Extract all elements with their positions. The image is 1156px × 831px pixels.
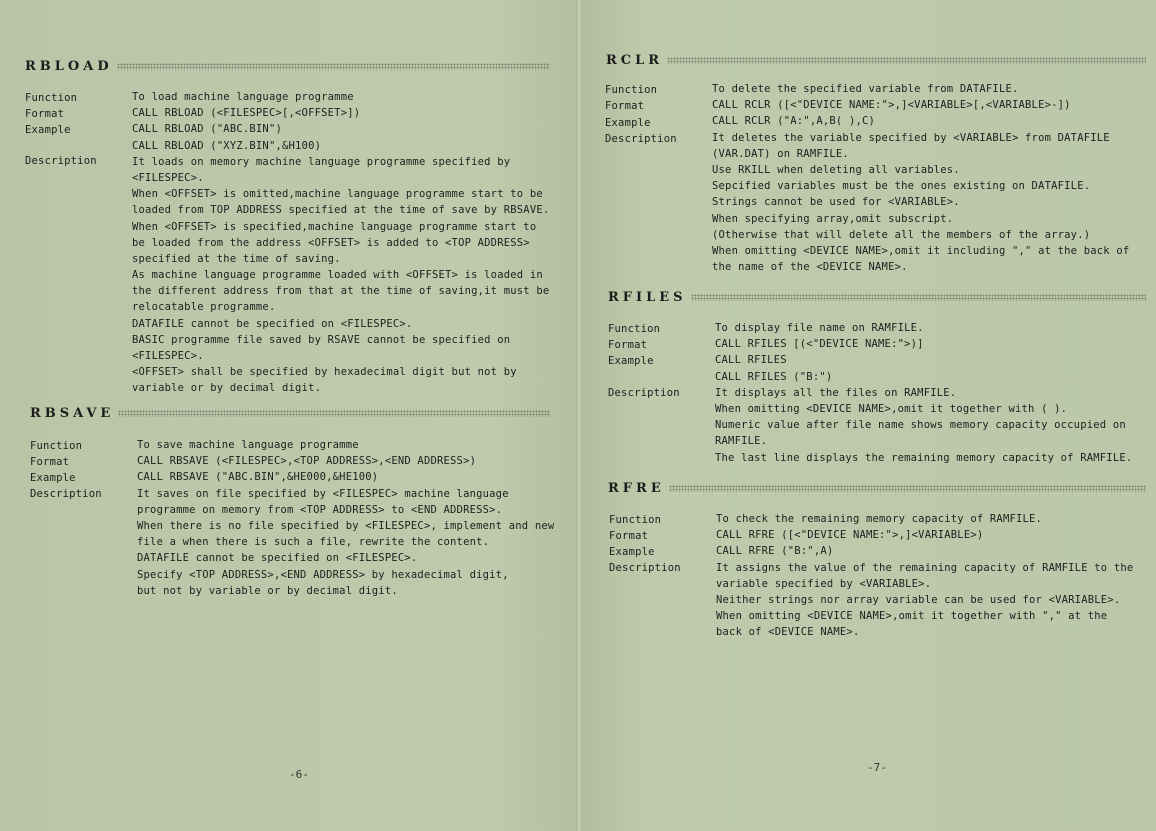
rbsave-heading bbox=[30, 403, 550, 423]
body-line: To display file name on RAMFILE. bbox=[715, 322, 924, 334]
heading-rule bbox=[667, 57, 1146, 64]
body-line: variable or by decimal digit. bbox=[132, 382, 322, 395]
rbsave-example-label: Example bbox=[30, 472, 76, 484]
body-line: Sepcified variables must be the ones existing on DATAFILE. bbox=[712, 180, 1091, 193]
body-line: (VAR.DAT) on RAMFILE. bbox=[712, 147, 849, 160]
body-line: programme on memory from <TOP ADDRESS> to <END ADDRESS>. bbox=[137, 503, 503, 516]
body-line: CALL RCLR ([<"DEVICE NAME:">,]<VARIABLE>[,<VARIABLE>-]) bbox=[712, 99, 1071, 112]
body-line: <FILESPEC>. bbox=[132, 171, 204, 184]
rfre-example-label: Example bbox=[609, 546, 655, 558]
rfiles-body bbox=[715, 320, 1132, 466]
body-line: CALL RFILES [(<"DEVICE NAME:">)] bbox=[715, 338, 924, 351]
body-line: It saves on file specified by <FILESPEC> machine language bbox=[137, 487, 509, 500]
rbsave-function-label: Function bbox=[30, 440, 83, 452]
rclr-description-label: Description bbox=[605, 133, 677, 145]
right-page bbox=[581, 0, 1156, 831]
body-line: CALL RFILES bbox=[715, 354, 787, 367]
rbsave-description-label: Description bbox=[30, 488, 102, 500]
body-line: The last line displays the remaining memory capacity of RAMFILE. bbox=[715, 451, 1133, 464]
body-line: CALL RFILES ("B:") bbox=[715, 370, 833, 383]
body-line: <OFFSET> shall be specified by hexadecimal digit but not by bbox=[132, 366, 517, 379]
body-line: When specifying array,omit subscript. bbox=[712, 212, 954, 225]
body-line: CALL RFRE ([<"DEVICE NAME:">,]<VARIABLE>) bbox=[716, 529, 984, 542]
body-line: loaded from TOP ADDRESS specified at the time of save by RBSAVE. bbox=[132, 204, 550, 217]
heading-rule bbox=[669, 485, 1146, 492]
body-line: the different address from that at the time of saving,it must be bbox=[132, 285, 550, 298]
rfre-heading bbox=[608, 478, 1146, 498]
body-line: file a when there is such a file, rewrite the content. bbox=[137, 536, 490, 549]
body-line: When omitting <DEVICE NAME>,omit it including "," at the back of bbox=[712, 244, 1130, 257]
body-line: To save machine language programme bbox=[137, 439, 359, 451]
body-line: Neither strings nor array variable can be used for <VARIABLE>. bbox=[716, 593, 1121, 606]
body-line: When omitting <DEVICE NAME>,omit it together with "," at the bbox=[716, 610, 1108, 623]
body-line: It displays all the files on RAMFILE. bbox=[715, 386, 957, 399]
body-line: When omitting <DEVICE NAME>,omit it together with ( ). bbox=[715, 402, 1068, 415]
body-line: Use RKILL when deleting all variables. bbox=[712, 163, 960, 176]
body-line: It deletes the variable specified by <VARIABLE> from DATAFILE bbox=[712, 131, 1110, 144]
rfiles-example-label: Example bbox=[608, 355, 654, 367]
rclr-format-label: Format bbox=[605, 100, 645, 112]
body-line: CALL RBLOAD ("XYZ.BIN",&H100) bbox=[132, 139, 322, 152]
page-number-left: -6- bbox=[289, 768, 309, 781]
body-line: CALL RBLOAD ("ABC.BIN") bbox=[132, 123, 282, 136]
body-line: As machine language programme loaded with <OFFSET> is loaded in bbox=[132, 269, 543, 282]
page-number-right: -7- bbox=[867, 761, 887, 774]
rfiles-function-label: Function bbox=[608, 323, 661, 335]
rfre-title: RFRE bbox=[608, 480, 665, 496]
body-line: (Otherwise that will delete all the members of the array.) bbox=[712, 228, 1091, 241]
body-line: To delete the specified variable from DATAFILE. bbox=[712, 83, 1019, 95]
body-line: When there is no file specified by <FILESPEC>, implement and new bbox=[137, 519, 555, 532]
rbsave-title: RBSAVE bbox=[30, 405, 115, 421]
rbsave-format-label: Format bbox=[30, 456, 70, 468]
heading-rule bbox=[118, 410, 550, 417]
rfre-description-label: Description bbox=[609, 562, 681, 574]
body-line: BASIC programme file saved by RSAVE cannot be specified on bbox=[132, 333, 511, 346]
body-line: Numeric value after file name shows memory capacity occupied on bbox=[715, 419, 1126, 432]
body-line: <FILESPEC>. bbox=[132, 350, 204, 362]
rfiles-description-label: Description bbox=[608, 387, 680, 399]
body-line: CALL RCLR ("A:",A,B( ),C) bbox=[712, 115, 876, 128]
body-line: CALL RBLOAD (<FILESPEC>[,<OFFSET>]) bbox=[132, 107, 361, 120]
body-line: but not by variable or by decimal digit. bbox=[137, 584, 398, 597]
rbload-title: RBLOAD bbox=[25, 58, 113, 74]
rfre-function-label: Function bbox=[609, 514, 662, 526]
rbload-description-label: Description bbox=[25, 155, 97, 167]
body-line: variable specified by <VARIABLE>. bbox=[716, 577, 932, 590]
body-line: be loaded from the address <OFFSET> is added to <TOP ADDRESS> bbox=[132, 236, 530, 249]
body-line: CALL RBSAVE (<FILESPEC>,<TOP ADDRESS>,<END ADDRESS>) bbox=[137, 455, 477, 468]
rclr-example-label: Example bbox=[605, 117, 651, 129]
rfre-body bbox=[716, 511, 1133, 641]
rclr-heading bbox=[606, 50, 1146, 70]
body-line: When <OFFSET> is specified,machine language programme start to bbox=[132, 220, 537, 233]
heading-rule bbox=[117, 63, 550, 70]
body-line: It loads on memory machine language programme specified by bbox=[132, 155, 511, 168]
rbload-body bbox=[132, 89, 549, 397]
rbload-heading bbox=[25, 56, 550, 76]
rfiles-heading bbox=[608, 287, 1146, 307]
body-line: Specify <TOP ADDRESS>,<END ADDRESS> by hexadecimal digit, bbox=[137, 568, 509, 581]
heading-rule bbox=[691, 294, 1146, 301]
body-line: back of <DEVICE NAME>. bbox=[716, 626, 860, 639]
body-line: It assigns the value of the remaining capacity of RAMFILE to the bbox=[716, 561, 1134, 574]
rfre-format-label: Format bbox=[609, 530, 649, 542]
body-line: specified at the time of saving. bbox=[132, 252, 341, 265]
body-line: RAMFILE. bbox=[715, 435, 768, 448]
rfiles-title: RFILES bbox=[608, 289, 687, 305]
body-line: To check the remaining memory capacity of RAMFILE. bbox=[716, 513, 1043, 525]
body-line: relocatable programme. bbox=[132, 301, 276, 314]
body-line: To load machine language programme bbox=[132, 91, 354, 103]
rclr-title: RCLR bbox=[606, 52, 664, 68]
rclr-body bbox=[712, 81, 1129, 275]
rbsave-body bbox=[137, 437, 554, 599]
rfiles-format-label: Format bbox=[608, 339, 648, 351]
body-line: DATAFILE cannot be specified on <FILESPEC>. bbox=[137, 552, 418, 565]
rbload-function-label: Function bbox=[25, 92, 78, 104]
body-line: When <OFFSET> is omitted,machine language programme start to be bbox=[132, 188, 543, 201]
body-line: the name of the <DEVICE NAME>. bbox=[712, 261, 908, 274]
body-line: DATAFILE cannot be specified on <FILESPEC>. bbox=[132, 317, 413, 330]
rbload-example-label: Example bbox=[25, 124, 71, 136]
rbload-format-label: Format bbox=[25, 108, 65, 120]
body-line: CALL RBSAVE ("ABC.BIN",&HE000,&HE100) bbox=[137, 471, 379, 484]
body-line: CALL RFRE ("B:",A) bbox=[716, 545, 834, 558]
body-line: Strings cannot be used for <VARIABLE>. bbox=[712, 196, 960, 209]
rclr-function-label: Function bbox=[605, 84, 658, 96]
